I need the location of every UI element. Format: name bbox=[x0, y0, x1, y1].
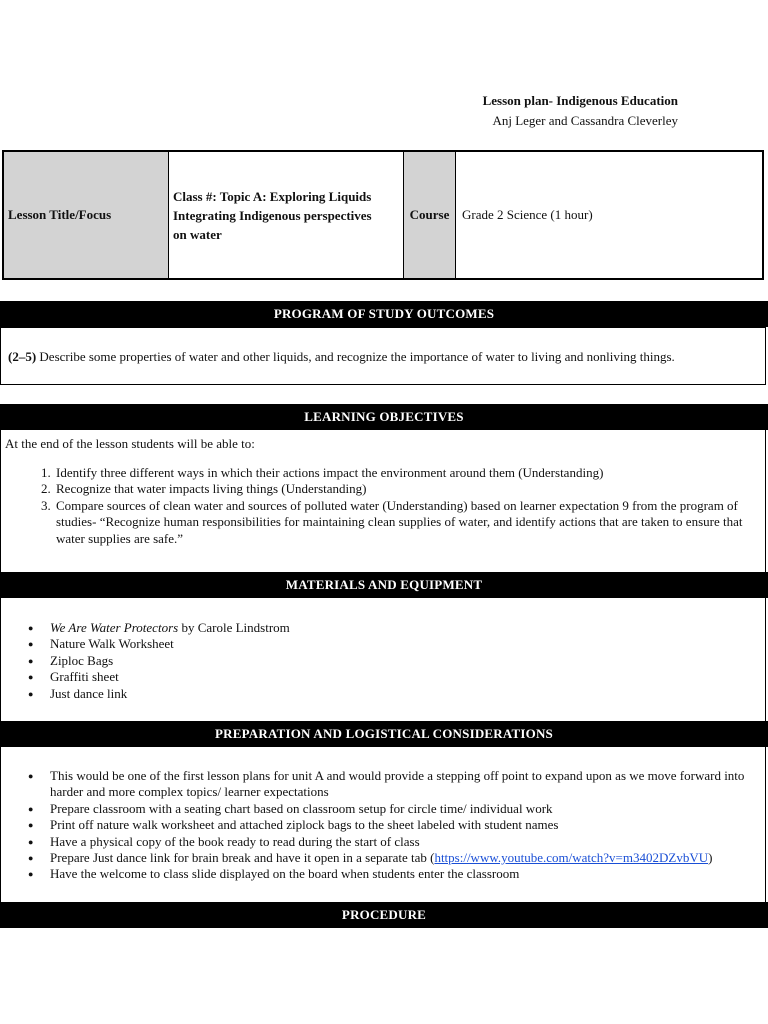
course-label: Course bbox=[409, 207, 450, 222]
procedure-heading: PROCEDURE bbox=[0, 902, 768, 928]
lesson-title-line-1: Class #: Topic A: Exploring Liquids bbox=[173, 188, 372, 204]
program-outcomes-heading: PROGRAM OF STUDY OUTCOMES bbox=[0, 301, 768, 327]
materials-list bbox=[1, 620, 753, 702]
objectives-intro: At the end of the lesson students will be able to: bbox=[5, 436, 255, 451]
lesson-title-label: Lesson Title/Focus bbox=[8, 207, 112, 222]
lesson-title-label-cell bbox=[4, 152, 169, 278]
lesson-title-line-2: Integrating Indigenous perspectives bbox=[173, 207, 372, 223]
preparation-list bbox=[1, 768, 759, 883]
program-outcomes-box bbox=[0, 327, 766, 385]
preparation-heading: PREPARATION AND LOGISTICAL CONSIDERATIONS bbox=[0, 721, 768, 747]
dance-suffix: ) bbox=[708, 850, 713, 866]
book-title: We Are Water Protectors bbox=[50, 620, 179, 635]
dance-prefix: Prepare Just dance link for brain break and have it open in a separate tab ( bbox=[50, 850, 435, 866]
learning-objectives-heading: LEARNING OBJECTIVES bbox=[0, 404, 768, 430]
preparation-item: ● This would be one of the first lesson plans for unit A and would provide a stepping off point to expand upon as we move forward into harder and more complex topics/ learner expectations bbox=[50, 768, 759, 801]
objective-item: 3. Compare sources of clean water and sources of polluted water (Understanding) based on learner expectation 9 from the program of studies- “Recognize human responsibilities for maintaining clean supplies of water, and identify actions that are taken to ensure that water supplies are safe.” bbox=[54, 498, 753, 547]
course-value-cell bbox=[456, 152, 762, 278]
outcome-code: (2–5) bbox=[8, 349, 37, 364]
material-item: ● Graffiti sheet bbox=[50, 669, 753, 685]
material-item: ● Ziploc Bags bbox=[50, 653, 753, 669]
material-item: ● Just dance link bbox=[50, 686, 753, 702]
lesson-title-table bbox=[2, 150, 764, 280]
preparation-item bbox=[50, 850, 759, 866]
materials-heading: MATERIALS AND EQUIPMENT bbox=[0, 572, 768, 598]
outcome-text: Describe some properties of water and other liquids, and recognize the importance of water to living and nonliving things. bbox=[36, 349, 675, 364]
materials-box bbox=[0, 598, 766, 722]
course-value: Grade 2 Science (1 hour) bbox=[462, 207, 593, 222]
objectives-list bbox=[5, 465, 753, 547]
lesson-title-line-3: on water bbox=[173, 226, 222, 242]
preparation-item: ● Have a physical copy of the book ready to read during the start of class bbox=[50, 834, 759, 850]
course-label-cell bbox=[404, 152, 456, 278]
learning-objectives-box bbox=[0, 430, 766, 574]
objective-item: 1. Identify three different ways in which their actions impact the environment around them (Understanding) bbox=[54, 465, 753, 481]
preparation-item: ● Print off nature walk worksheet and attached ziplock bags to the sheet labeled with student names bbox=[50, 817, 759, 833]
book-author: by Carole Lindstrom bbox=[178, 620, 290, 635]
preparation-item: ● Have the welcome to class slide displayed on the board when students enter the classroom bbox=[50, 866, 759, 882]
material-item bbox=[50, 620, 753, 636]
document-title: Lesson plan- Indigenous Education bbox=[482, 93, 678, 108]
objective-item: 2. Recognize that water impacts living things (Understanding) bbox=[54, 481, 753, 497]
preparation-box bbox=[0, 747, 766, 903]
lesson-title-value-cell bbox=[169, 152, 404, 278]
document-authors: Anj Leger and Cassandra Cleverley bbox=[492, 113, 678, 128]
preparation-item: ● Prepare classroom with a seating chart based on classroom setup for circle time/ individual work bbox=[50, 801, 759, 817]
just-dance-link[interactable]: https://www.youtube.com/watch?v=m3402DZvbVU bbox=[434, 850, 709, 866]
material-item: ● Nature Walk Worksheet bbox=[50, 636, 753, 652]
